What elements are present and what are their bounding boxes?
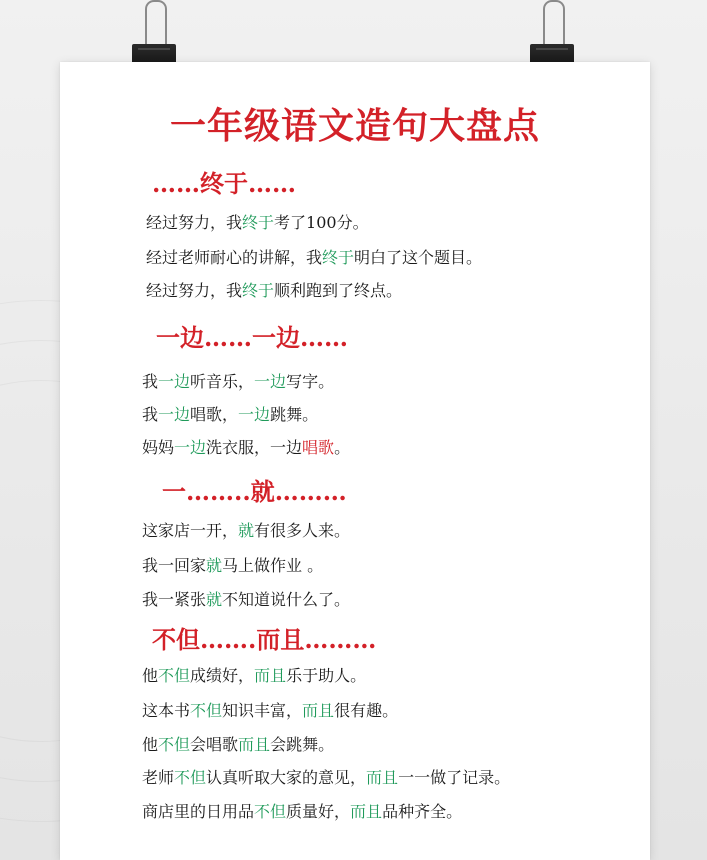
sentence-line: 商店里的日用品不但质量好，而且品种齐全。 bbox=[142, 802, 463, 821]
sentence-line: 这本书不但知识丰富，而且很有趣。 bbox=[142, 701, 399, 720]
sentence-line: 我一紧张就不知道说什么了。 bbox=[142, 590, 351, 609]
sentence-line: 这家店一开，就有很多人来。 bbox=[142, 521, 351, 540]
sentence-line: 他不但会唱歌而且会跳舞。 bbox=[142, 735, 335, 754]
sentence-line: 我一边唱歌，一边跳舞。 bbox=[142, 405, 319, 424]
sentence-line: 我一边听音乐，一边写字。 bbox=[142, 372, 335, 391]
section-heading-zhongyu: ……终于…… bbox=[152, 169, 296, 198]
sentence-line: 经过老师耐心的讲解，我终于明白了这个题目。 bbox=[146, 248, 483, 267]
section-heading-yibian: 一边……一边…… bbox=[156, 323, 348, 352]
sentence-line: 我一回家就马上做作业 。 bbox=[142, 556, 324, 575]
sentence-line: 经过努力，我终于考了100分。 bbox=[146, 213, 369, 232]
sentence-line: 妈妈一边洗衣服，一边唱歌。 bbox=[142, 438, 351, 457]
section-heading-budan-erqie: 不但…….而且……… bbox=[152, 625, 377, 654]
section-heading-yi-jiu: 一……..就……… bbox=[162, 477, 347, 506]
sentence-line: 经过努力，我终于顺利跑到了终点。 bbox=[146, 281, 403, 300]
sentence-line: 老师不但认真听取大家的意见，而且一一做了记录。 bbox=[142, 768, 511, 787]
poster-paper bbox=[60, 62, 650, 860]
poster-title: 一年级语文造句大盘点 bbox=[169, 105, 540, 147]
sentence-line: 他不但成绩好，而且乐于助人。 bbox=[142, 666, 367, 685]
